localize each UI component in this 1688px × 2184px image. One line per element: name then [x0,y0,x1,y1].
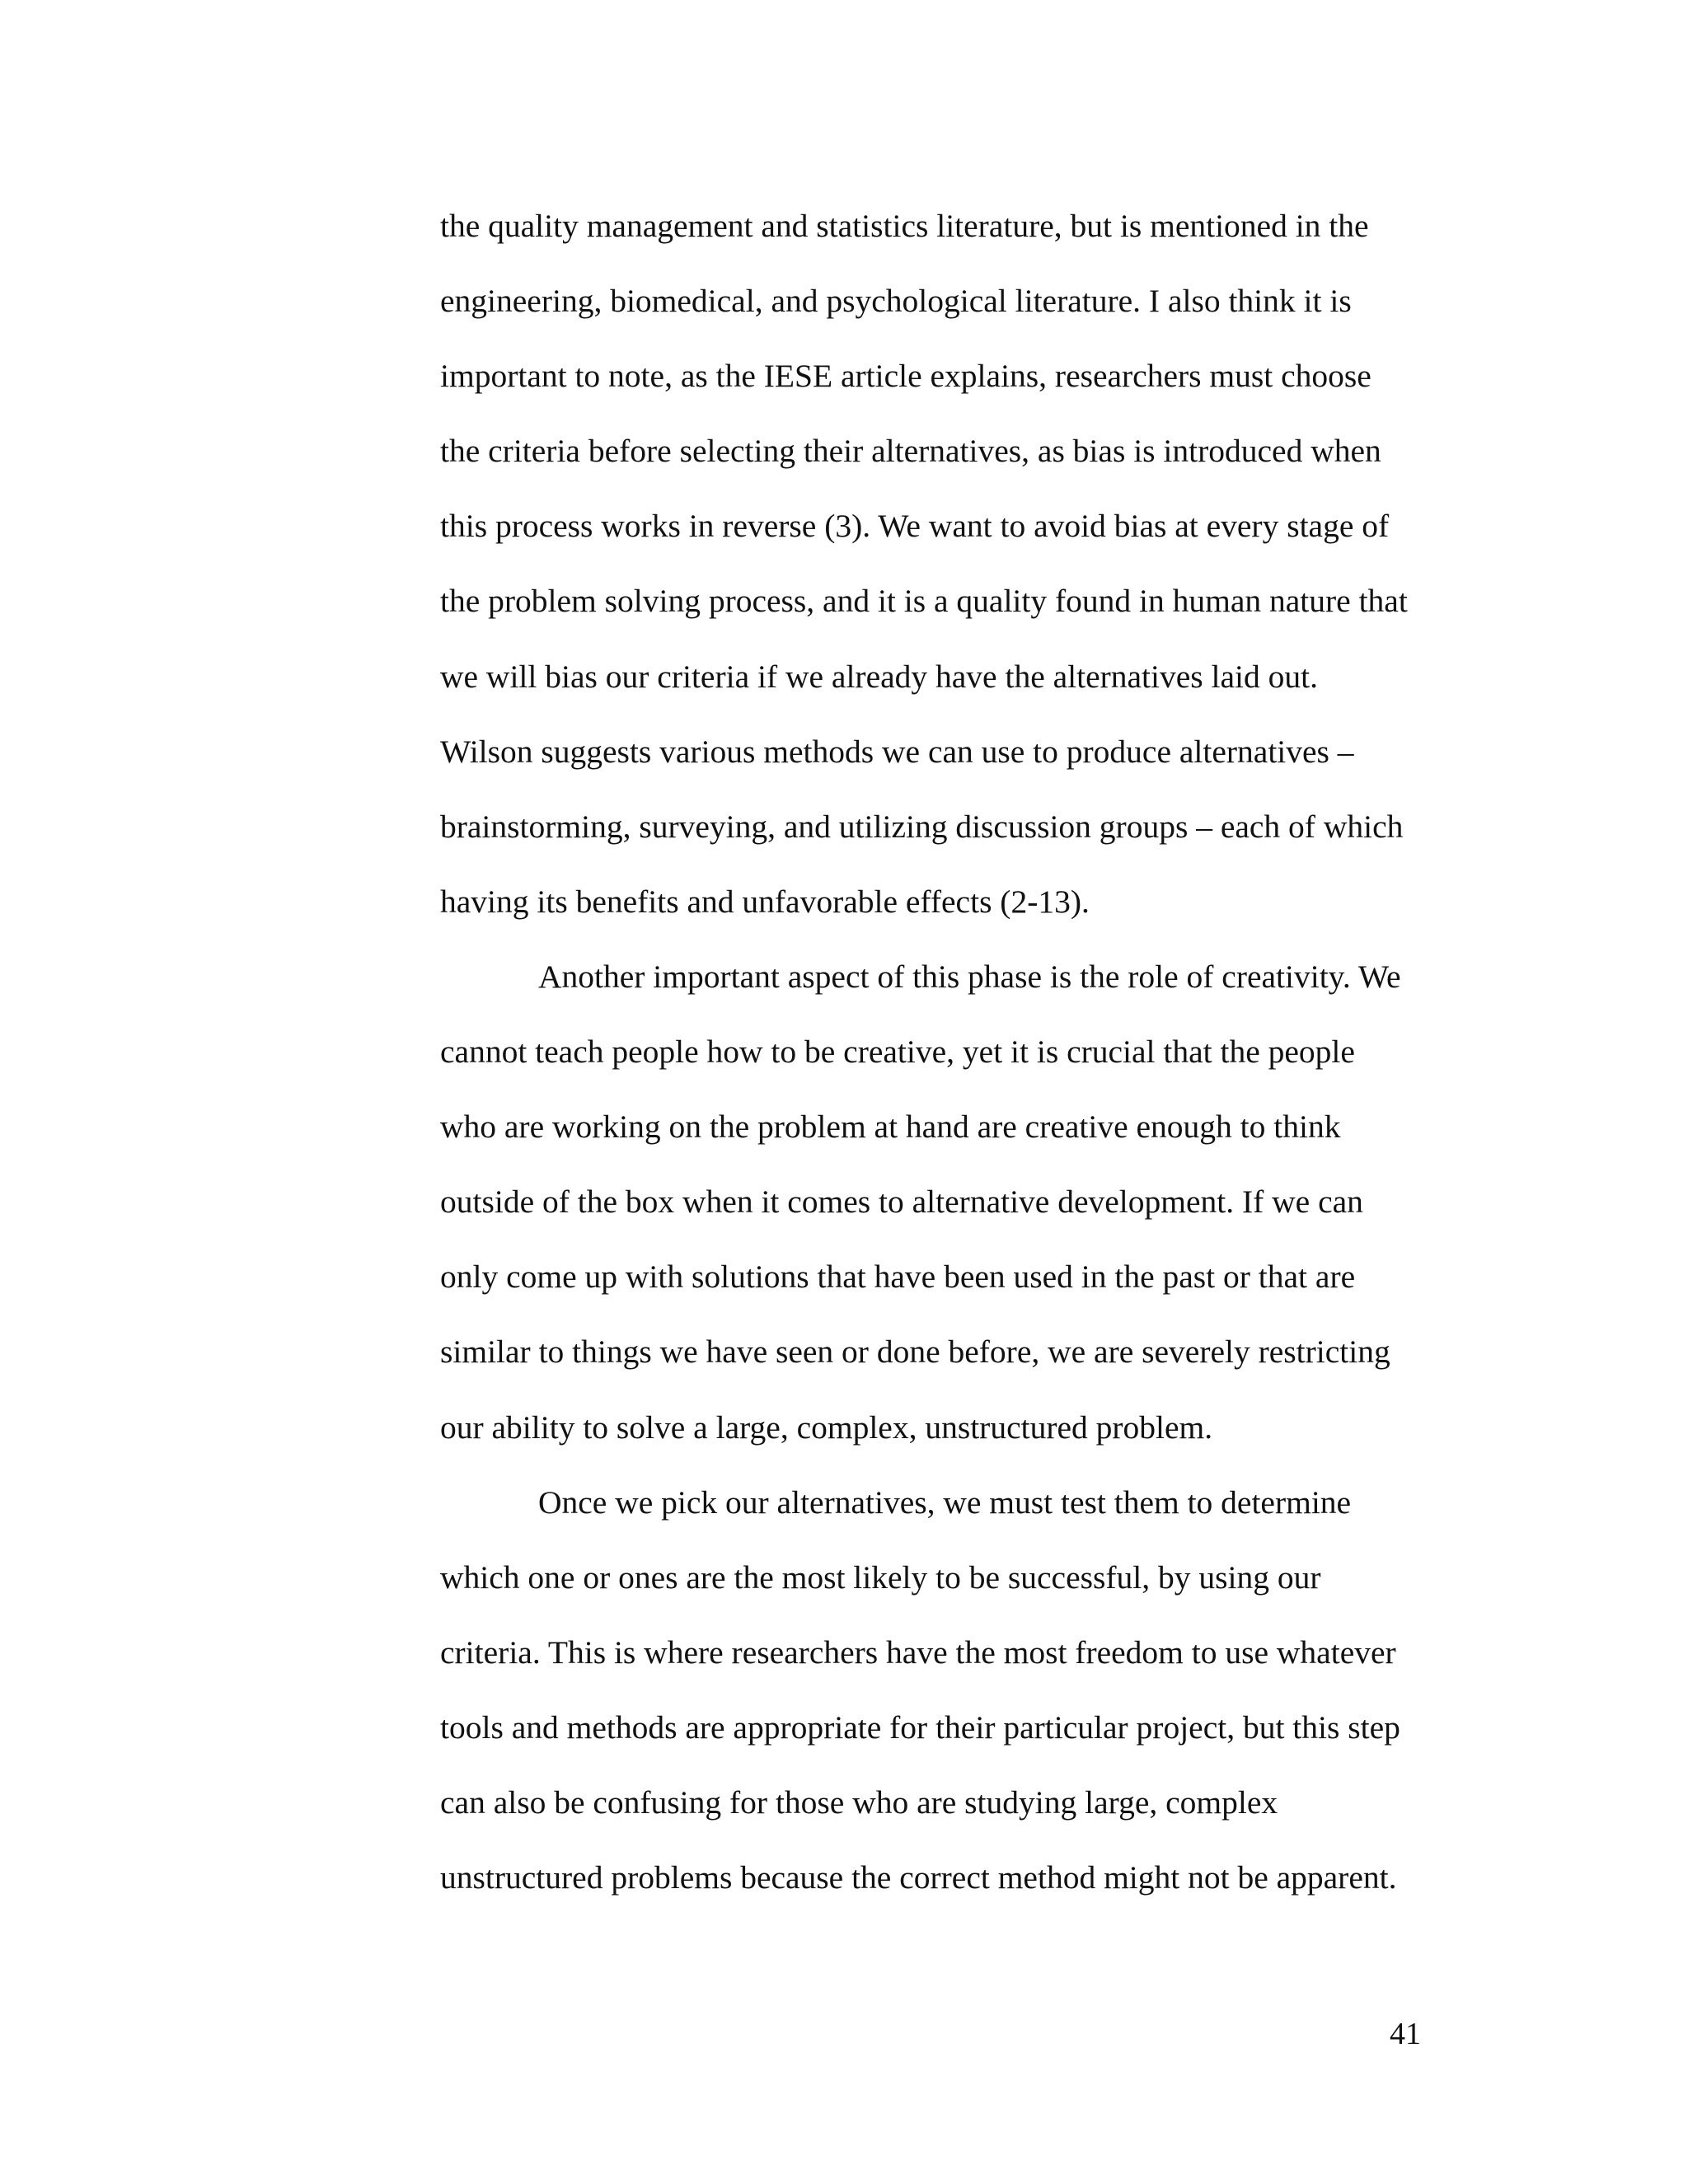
text-line: which one or ones are the most likely to be successful, by using our [440,1558,1321,1596]
text-line: the criteria before selecting their alternatives, as bias is introduced when [440,433,1381,470]
text-line: who are working on the problem at hand are creative enough to think [440,1108,1341,1146]
text-line: cannot teach people how to be creative, yet it is crucial that the people [440,1033,1355,1071]
text-line: we will bias our criteria if we already have the alternatives laid out. [440,658,1318,695]
paragraph-first-line: Another important aspect of this phase is the role of creativity. We [538,958,1401,995]
text-line: the problem solving process, and it is a quality found in human nature that [440,583,1408,620]
paragraph-first-line: Once we pick our alternatives, we must test them to determine [538,1483,1352,1521]
text-line: our ability to solve a large, complex, unstructured problem. [440,1408,1213,1446]
text-line: brainstorming, surveying, and utilizing discussion groups – each of which [440,808,1404,845]
text-line: only come up with solutions that have been used in the past or that are [440,1258,1356,1296]
text-line: tools and methods are appropriate for their particular project, but this step [440,1708,1400,1746]
text-line: similar to things we have seen or done before, we are severely restricting [440,1333,1390,1371]
text-line: can also be confusing for those who are studying large, complex [440,1783,1278,1821]
text-line: the quality management and statistics literature, but is mentioned in the [440,208,1369,244]
text-line: this process works in reverse (3). We want to avoid bias at every stage of [440,508,1390,545]
text-line: unstructured problems because the correct method might not be apparent. [440,1859,1397,1896]
text-line: engineering, biomedical, and psychological literature. I also think it is [440,283,1352,320]
body-text [440,189,1421,1915]
page-number: 41 [1390,2017,1421,2051]
text-line: having its benefits and unfavorable effects (2-13). [440,883,1090,920]
text-line: important to note, as the IESE article explains, researchers must choose [440,358,1372,395]
text-line: Wilson suggests various methods we can use to produce alternatives – [440,733,1354,770]
text-line: criteria. This is where researchers have the most freedom to use whatever [440,1633,1396,1671]
text-line: outside of the box when it comes to alternative development. If we can [440,1183,1363,1221]
